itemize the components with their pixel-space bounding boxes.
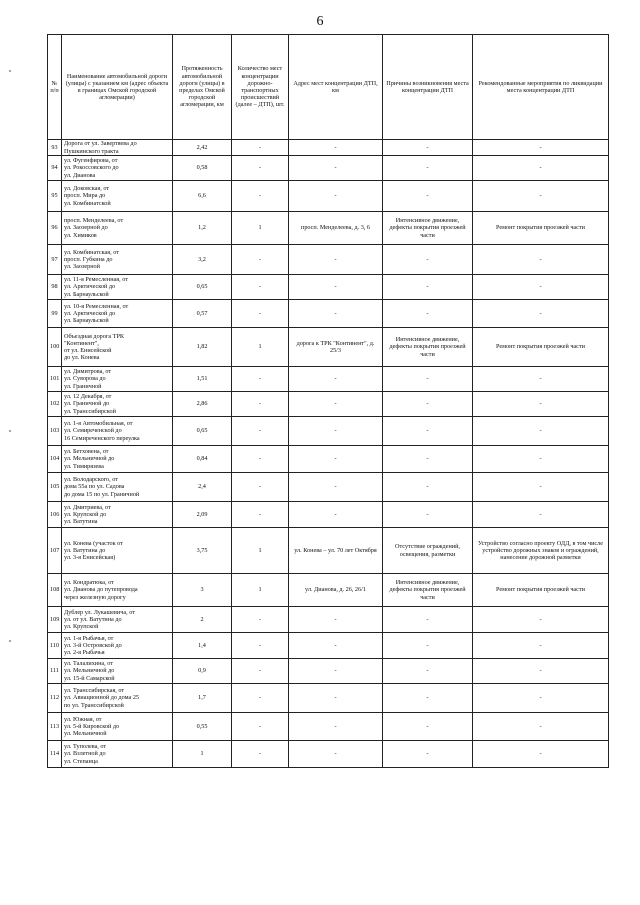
accident-count: -	[232, 684, 289, 713]
road-length: 0,58	[173, 156, 232, 181]
header-causes: Причины возникновения места концентрации ДТП	[383, 35, 473, 140]
road-name-line: 16 Семиреченского переулка	[64, 434, 140, 442]
road-name-line: по ул. Транссибирской	[64, 701, 124, 709]
accident-count: -	[232, 446, 289, 473]
road-name-line: ул. 1-я Рыбачья, от	[64, 634, 114, 642]
table-row	[48, 275, 609, 300]
table-header-row	[48, 35, 609, 140]
road-length: 1,2	[173, 212, 232, 245]
road-name-line: ул. Талалихина, от	[64, 660, 113, 668]
accident-causes: -	[383, 156, 473, 181]
table-row	[48, 713, 609, 741]
road-length: 3	[173, 574, 232, 607]
accident-causes: -	[383, 446, 473, 473]
accident-address: -	[289, 473, 383, 502]
header-num: № п/п	[48, 35, 62, 140]
road-name-line: просп. Мира до	[64, 192, 106, 200]
accident-causes: -	[383, 684, 473, 713]
row-number: 106	[48, 502, 62, 528]
table-row	[48, 633, 609, 659]
recommended-measures: -	[473, 446, 609, 473]
road-name-line: ул. Комбинатской	[64, 199, 111, 207]
table-row	[48, 741, 609, 768]
recommended-measures: -	[473, 684, 609, 713]
accident-address: -	[289, 156, 383, 181]
accident-count: 1	[232, 574, 289, 607]
accident-address: -	[289, 633, 383, 659]
accident-causes: -	[383, 181, 473, 212]
road-name-line: ул. Рокоссовского до	[64, 164, 119, 172]
accident-count: -	[232, 659, 289, 684]
road-name-line: ул. Взлетной до	[64, 750, 106, 758]
accident-count: -	[232, 245, 289, 275]
road-name-line: ул. Транссибирская, от	[64, 687, 125, 695]
road-name-line: Пушкинского тракта	[64, 147, 119, 155]
road-length: 3,2	[173, 245, 232, 275]
table-row	[48, 502, 609, 528]
row-number: 108	[48, 574, 62, 607]
road-name	[62, 502, 173, 528]
row-number: 93	[48, 140, 62, 156]
row-number: 112	[48, 684, 62, 713]
accident-address: -	[289, 741, 383, 768]
accident-address: просп. Менделеева, д. 3, 6	[289, 212, 383, 245]
recommended-measures: -	[473, 633, 609, 659]
road-name-line: "Континент",	[64, 339, 99, 347]
road-name-line: ул. Комбинатская, от	[64, 248, 119, 256]
road-accident-table	[47, 34, 609, 768]
table-row	[48, 156, 609, 181]
road-name	[62, 300, 173, 328]
table-row	[48, 367, 609, 392]
recommended-measures: Ремонт покрытия проезжей части	[473, 212, 609, 245]
table-row	[48, 684, 609, 713]
row-number: 113	[48, 713, 62, 741]
road-name-line: ул. Крупской до	[64, 510, 107, 518]
accident-address: -	[289, 446, 383, 473]
accident-count: -	[232, 633, 289, 659]
road-length: 0,65	[173, 417, 232, 446]
row-number: 99	[48, 300, 62, 328]
road-length: 2,09	[173, 502, 232, 528]
scan-speck	[9, 70, 11, 72]
road-name-line: ул. Фугенфирова, от	[64, 157, 118, 165]
accident-count: -	[232, 502, 289, 528]
accident-address: -	[289, 181, 383, 212]
road-name	[62, 446, 173, 473]
road-name	[62, 367, 173, 392]
recommended-measures: -	[473, 741, 609, 768]
header-accident-count: Количество мест концентрации дорожно-транспортных происшествий (далее – ДТП), шт.	[232, 35, 289, 140]
recommended-measures: Устройство согласно проекту ОДД, в том числе устройство дорожных знаков и ограждений, нанесение дорожной разметки	[473, 528, 609, 574]
accident-count: -	[232, 367, 289, 392]
road-name-line: ул. Заозерной до	[64, 224, 108, 232]
road-name-line: ул. Дмитриева, от	[64, 503, 111, 511]
row-number: 95	[48, 181, 62, 212]
road-name-line: ул. Дианова	[64, 171, 96, 179]
recommended-measures: Ремонт покрытия проезжей части	[473, 328, 609, 367]
road-length: 0,55	[173, 713, 232, 741]
accident-count: -	[232, 300, 289, 328]
road-name-line: ул. 3-я Енисейская)	[64, 554, 116, 562]
road-name-line: ул. Арктической до	[64, 283, 116, 291]
road-name-line: ул. Димитрова, от	[64, 368, 112, 376]
accident-causes: -	[383, 300, 473, 328]
accident-address: -	[289, 392, 383, 417]
road-length: 3,75	[173, 528, 232, 574]
accident-causes: -	[383, 502, 473, 528]
road-name-line: ул. Тимирязева	[64, 462, 104, 470]
table-row	[48, 659, 609, 684]
table-row	[48, 245, 609, 275]
road-name-line: ул. Дианова до путепровода	[64, 586, 138, 594]
road-name-line: ул. Барнаульской	[64, 317, 109, 325]
road-name-line: дома 55а по ул. Садова	[64, 483, 125, 491]
road-name-line: ул. Арктической до	[64, 309, 116, 317]
row-number: 94	[48, 156, 62, 181]
table-row	[48, 473, 609, 502]
table-row	[48, 607, 609, 633]
accident-causes: -	[383, 607, 473, 633]
row-number: 103	[48, 417, 62, 446]
recommended-measures: -	[473, 502, 609, 528]
accident-causes: Интенсивное движение, дефекты покрытия проезжей части	[383, 574, 473, 607]
accident-count: -	[232, 607, 289, 633]
accident-address: ул. Конева – ул. 70 лет Октября	[289, 528, 383, 574]
table-row	[48, 140, 609, 156]
accident-address: -	[289, 684, 383, 713]
accident-address: -	[289, 367, 383, 392]
road-name-line: ул. Ватутина до	[64, 546, 106, 554]
road-name	[62, 473, 173, 502]
road-name-line: ул. Химиков	[64, 231, 97, 239]
road-length: 1,4	[173, 633, 232, 659]
recommended-measures: -	[473, 367, 609, 392]
recommended-measures: -	[473, 713, 609, 741]
header-recommendations: Рекомендованные мероприятия по ликвидации места концентрации ДТП	[473, 35, 609, 140]
row-number: 114	[48, 741, 62, 768]
road-length: 0,84	[173, 446, 232, 473]
road-length: 2	[173, 607, 232, 633]
accident-count: 1	[232, 328, 289, 367]
road-name-line: ул. 12 Декабря, от	[64, 393, 112, 401]
table-row	[48, 392, 609, 417]
road-length: 6,6	[173, 181, 232, 212]
road-name-line: ул. Транссибирской	[64, 407, 116, 415]
road-name	[62, 659, 173, 684]
row-number: 101	[48, 367, 62, 392]
recommended-measures: -	[473, 417, 609, 446]
accident-count: -	[232, 156, 289, 181]
road-name-line: просп. Менделеева, от	[64, 217, 124, 225]
road-name-line: ул. 10-я Ремесленная, от	[64, 302, 129, 310]
row-number: 100	[48, 328, 62, 367]
recommended-measures: -	[473, 300, 609, 328]
accident-count: -	[232, 181, 289, 212]
recommended-measures: -	[473, 275, 609, 300]
row-number: 105	[48, 473, 62, 502]
recommended-measures: -	[473, 607, 609, 633]
row-number: 109	[48, 607, 62, 633]
accident-causes: -	[383, 367, 473, 392]
road-name	[62, 741, 173, 768]
accident-address: -	[289, 713, 383, 741]
road-name-line: ул. 15-й Самарской	[64, 674, 115, 682]
road-length: 1,51	[173, 367, 232, 392]
accident-count: -	[232, 713, 289, 741]
page-number: 6	[316, 14, 324, 29]
accident-count: -	[232, 392, 289, 417]
accident-address: -	[289, 140, 383, 156]
row-number: 98	[48, 275, 62, 300]
road-length: 2,4	[173, 473, 232, 502]
road-name-line: ул. Суворова до	[64, 375, 106, 383]
accident-causes: Отсутствие ограждений, освещения, разметки	[383, 528, 473, 574]
road-name	[62, 713, 173, 741]
road-name-line: ул. Барнаульской	[64, 290, 109, 298]
accident-causes: -	[383, 741, 473, 768]
table-row	[48, 574, 609, 607]
road-name-line: ул. Конева (участок от	[64, 539, 123, 547]
road-name-line: ул. Крупской	[64, 623, 99, 631]
road-name-line: ул. Граничной	[64, 382, 102, 390]
accident-address: -	[289, 502, 383, 528]
road-name-line: ул. Кондратюка, от	[64, 579, 114, 587]
accident-causes: -	[383, 392, 473, 417]
accident-address: -	[289, 659, 383, 684]
scan-speck	[9, 640, 11, 642]
road-name-line: ул. Мельничной до	[64, 455, 115, 463]
accident-causes: -	[383, 713, 473, 741]
road-name-line: ул. 2-я Рыбачья	[64, 649, 105, 657]
recommended-measures: -	[473, 392, 609, 417]
accident-count: 1	[232, 212, 289, 245]
road-name-line: Дублер ул. Лукашевича, от	[64, 608, 135, 616]
table-row	[48, 328, 609, 367]
road-name	[62, 181, 173, 212]
road-length: 0,9	[173, 659, 232, 684]
row-number: 102	[48, 392, 62, 417]
road-name-line: ул. Ватутина	[64, 518, 98, 526]
table-row	[48, 181, 609, 212]
road-name	[62, 607, 173, 633]
road-name-line: ул. 11-я Ремесленная, от	[64, 276, 128, 284]
road-length: 1,7	[173, 684, 232, 713]
road-name-line: до ул. Конева	[64, 354, 100, 362]
road-name	[62, 633, 173, 659]
accident-address: -	[289, 417, 383, 446]
road-name-line: ул. Бетховена, от	[64, 448, 109, 456]
road-length: 2,42	[173, 140, 232, 156]
road-name	[62, 574, 173, 607]
road-length: 1	[173, 741, 232, 768]
road-name	[62, 684, 173, 713]
accident-causes: -	[383, 659, 473, 684]
road-name-line: ул. от ул. Ватутина до	[64, 615, 122, 623]
road-name-line: ул. Граничной до	[64, 400, 110, 408]
road-name-line: ул. Авиационной до дома 25	[64, 694, 140, 702]
accident-count: 1	[232, 528, 289, 574]
scan-speck	[9, 430, 11, 432]
row-number: 111	[48, 659, 62, 684]
road-name	[62, 212, 173, 245]
row-number: 97	[48, 245, 62, 275]
accident-causes: -	[383, 140, 473, 156]
road-name-line: ул. Туполева, от	[64, 743, 107, 751]
road-name	[62, 140, 173, 156]
road-name-line: ул. 5-й Кировской до	[64, 722, 120, 730]
accident-count: -	[232, 417, 289, 446]
road-name-line: ул. Доковская, от	[64, 185, 110, 193]
road-name-line: до дома 15 по ул. Граничной	[64, 490, 140, 498]
accident-address: дорога к ТРК "Континент", д. 25/3	[289, 328, 383, 367]
road-name-line: ул. Южная, от	[64, 715, 102, 723]
road-name-line: ул. 3-й Островской до	[64, 641, 122, 649]
header-address: Адрес мест концентрации ДТП, км	[289, 35, 383, 140]
recommended-measures: Ремонт покрытия проезжей части	[473, 574, 609, 607]
road-name-line: ул. Степанца	[64, 757, 98, 765]
table-row	[48, 446, 609, 473]
table-row	[48, 300, 609, 328]
road-name-line: от ул. Енисейской	[64, 347, 112, 354]
accident-causes: -	[383, 245, 473, 275]
road-name	[62, 328, 173, 367]
accident-count: -	[232, 275, 289, 300]
road-name-line: ул. Семиреченской до	[64, 427, 122, 435]
recommended-measures: -	[473, 473, 609, 502]
road-name	[62, 417, 173, 446]
road-name	[62, 528, 173, 574]
accident-causes: Интенсивное движение, дефекты покрытия проезжей части	[383, 328, 473, 367]
recommended-measures: -	[473, 659, 609, 684]
road-length: 1,82	[173, 328, 232, 367]
table-row	[48, 417, 609, 446]
recommended-measures: -	[473, 140, 609, 156]
accident-address: -	[289, 607, 383, 633]
accident-address: -	[289, 300, 383, 328]
accident-count: -	[232, 140, 289, 156]
recommended-measures: -	[473, 156, 609, 181]
accident-address: ул. Дианова, д. 26, 26/1	[289, 574, 383, 607]
accident-count: -	[232, 741, 289, 768]
road-length: 0,65	[173, 275, 232, 300]
road-length: 2,86	[173, 392, 232, 417]
road-name	[62, 275, 173, 300]
accident-address: -	[289, 275, 383, 300]
road-name	[62, 245, 173, 275]
road-name-line: ул. Заозерной	[64, 263, 100, 271]
road-name-line: Дорога от ул. Завертяева до	[64, 140, 137, 148]
table-row	[48, 528, 609, 574]
table-row	[48, 212, 609, 245]
accident-causes: -	[383, 275, 473, 300]
road-name	[62, 392, 173, 417]
road-length: 0,57	[173, 300, 232, 328]
road-name-line: ул. 1-я Автомобильная, от	[64, 420, 133, 428]
row-number: 107	[48, 528, 62, 574]
accident-address: -	[289, 245, 383, 275]
table-body	[48, 140, 609, 768]
road-name-line: просп. Губкина до	[64, 255, 113, 263]
accident-causes: -	[383, 633, 473, 659]
road-name-line: Объездная дорога ТРК	[64, 332, 125, 340]
header-road-name: Наименование автомобильной дороги (улицы) с указанием км (адрес объекта в границах Омской городской агломерации)	[62, 35, 173, 140]
header-length: Протяженность автомобильной дороги (улицы) в пределах Омской городской агломерации, км	[173, 35, 232, 140]
accident-causes: -	[383, 473, 473, 502]
road-name	[62, 156, 173, 181]
accident-causes: -	[383, 417, 473, 446]
accident-count: -	[232, 473, 289, 502]
row-number: 96	[48, 212, 62, 245]
road-name-line: ул. Володарского, от	[64, 476, 118, 484]
recommended-measures: -	[473, 245, 609, 275]
accident-causes: Интенсивное движение, дефекты покрытия проезжей части	[383, 212, 473, 245]
road-name-line: через железную дорогу	[64, 593, 126, 601]
row-number: 104	[48, 446, 62, 473]
recommended-measures: -	[473, 181, 609, 212]
row-number: 110	[48, 633, 62, 659]
road-name-line: ул. Мельничной	[64, 730, 107, 738]
road-name-line: ул. Мельничной до	[64, 667, 115, 675]
